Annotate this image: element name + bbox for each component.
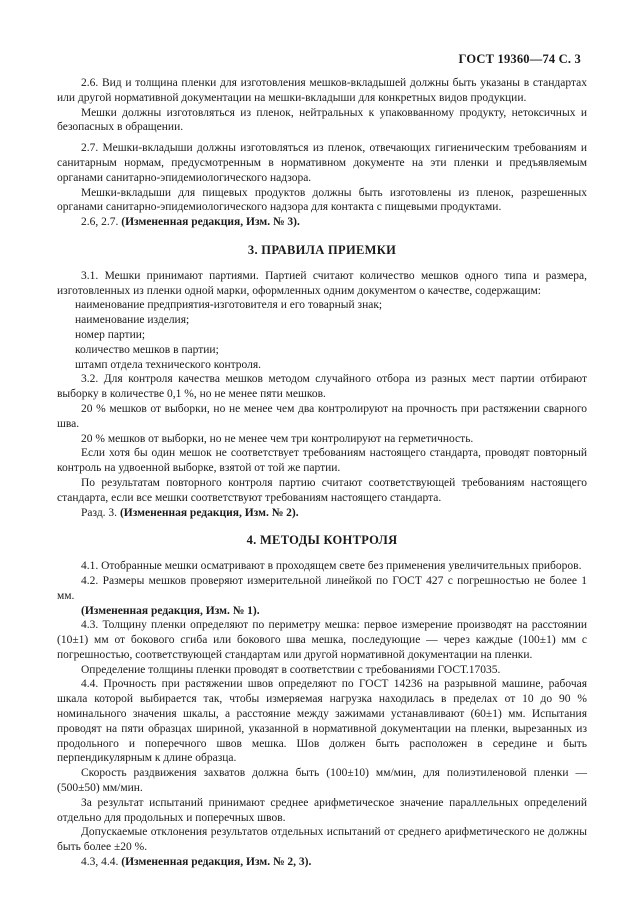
amendment-note-section-3	[57, 506, 587, 521]
amendment-ref: 2.6, 2.7.	[81, 216, 119, 229]
paragraph-2-6-b: Мешки должны изготовляться из пленок, нейтральных к упаковванному продукту, нетоксичных и безопасных в обращении.	[57, 106, 587, 134]
document-body	[57, 76, 587, 870]
page-header: ГОСТ 19360—74 С. 3	[458, 52, 581, 66]
paragraph-4-4-c: За результат испытаний принимают среднее арифметическое значение параллельных определений отдельно для продольных и поперечных швов.	[57, 796, 587, 824]
paragraph-3-1: 3.1. Мешки принимают партиями. Партией считают количество мешков одного типа и размера, изготовленных из пленки одной марки, оформленных одним документом о качестве, содержащим:	[57, 269, 587, 297]
paragraph-4-4: 4.4. Прочность при растяжении швов определяют по ГОСТ 14236 на разрывной машине, рабочая шкала которой выбирается так, чтобы измеряемая нагрузка находилась в пределах от 10 до 90 % номинального значения шкалы, а расстояние между зажимами устанавливают (60±1) мм. Испытания проводят на пяти образцах шириной, указанной в нормативной документации на пленки, вырезанных из продольного и поперечного швов мешка. Шов должен быть расположен в середине и быть перпендикулярным к длине образца.	[57, 678, 587, 765]
amendment-note-4-3-4-4	[57, 855, 587, 870]
amendment-label: (Измененная редакция, Изм. № 2).	[119, 506, 299, 519]
section-heading-3: 3. ПРАВИЛА ПРИЕМКИ	[247, 242, 397, 257]
paragraph-3-2-b: 20 % мешков от выборки, но не менее чем два контролируют на прочность при растяжении сварного шва.	[57, 402, 587, 430]
paragraph-4-3-b: Определение толщины пленки проводят в соответствии с требованиями ГОСТ.17035.	[81, 663, 501, 676]
amendment-note-2-6-2-7	[57, 215, 587, 230]
paragraph-4-2: 4.2. Размеры мешков проверяют измерительной линейкой по ГОСТ 427 с погрешностью не более 1 мм.	[57, 574, 587, 602]
amendment-label: (Измененная редакция, Изм. № 2, 3).	[121, 856, 312, 869]
list-item: штамп отдела технического контроля.	[75, 358, 262, 371]
amendment-ref: 4.3, 4.4.	[81, 856, 119, 869]
paragraph-3-2-e: По результатам повторного контроля партию считают соответствующей требованиям настоящего стандарта, если все мешки соответствуют требованиям настоящего стандарта.	[57, 476, 587, 504]
paragraph-4-1: 4.1. Отобранные мешки осматривают в проходящем свете без применения увеличительных приборов.	[81, 560, 582, 573]
paragraph-3-2-c: 20 % мешков от выборки, но не менее чем три контролируют на герметичность.	[81, 432, 474, 445]
paragraph-4-4-b: Скорость раздвижения захватов должна быть (100±10) мм/мин, для полиэтиленовой пленки — (500±50) мм/мин.	[57, 767, 587, 795]
list-item: количество мешков в партии;	[75, 343, 219, 356]
amendment-label: (Измененная редакция, Изм. № 3).	[121, 216, 300, 229]
paragraph-3-2: 3.2. Для контроля качества мешков методом случайного отбора из разных мест партии отбирают выборку в количестве 0,1 %, но не менее пяти мешков.	[57, 373, 587, 401]
paragraph-2-7: 2.7. Мешки-вкладыши должны изготовляться из пленок, отвечающих гигиеническим требованиям и санитарным нормам, предусмотренным в нормативном документе на эти пленки и предъявляемым органами санитарно-эпидемиологического надзора.	[57, 142, 587, 184]
paragraph-4-3: 4.3. Толщину пленки определяют по периметру мешка: первое измерение производят на расстоянии (10±1) мм от бокового сгиба или бокового шва мешка, последующие — через каждые (100±1) мм с погрешностью, соответствующей стандартам или другой нормативной документации на пленки.	[57, 619, 587, 661]
amendment-note-4-2: (Измененная редакция, Изм. № 1).	[81, 604, 260, 617]
list-item: наименование изделия;	[75, 314, 190, 327]
section-heading-4: 4. МЕТОДЫ КОНТРОЛЯ	[246, 533, 398, 548]
amendment-ref: Разд. 3.	[81, 506, 118, 519]
paragraph-2-7-b: Мешки-вкладыши для пищевых продуктов должны быть изготовлены из пленок, разрешенных органами санитарно-эпидемиологического надзора для контакта с пищевыми продуктами.	[57, 186, 587, 214]
list-item: наименование предприятия-изготовителя и его товарный знак;	[75, 299, 383, 312]
list-item: номер партии;	[75, 328, 146, 341]
paragraph-3-2-d: Если хотя бы один мешок не соответствует требованиям настоящего стандарта, проводят повторный контроль на удвоенной выборке, взятой от той же партии.	[57, 447, 587, 475]
paragraph-2-6: 2.6. Вид и толщина пленки для изготовления мешков-вкладышей должны быть указаны в стандартах или другой нормативной документации на мешки-вкладыши для конкретных видов продукции.	[57, 77, 587, 104]
paragraph-4-4-d: Допускаемые отклонения результатов отдельных испытаний от среднего арифметического не должны быть более ±20 %.	[57, 826, 587, 854]
